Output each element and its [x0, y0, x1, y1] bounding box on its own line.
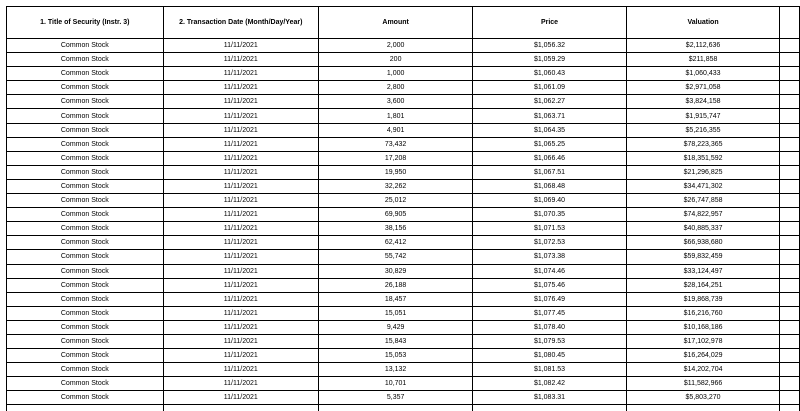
table-row	[7, 236, 800, 250]
cell-valuation: $1,915,747	[626, 109, 780, 123]
cell-valuation: $3,824,158	[626, 95, 780, 109]
table-row	[7, 250, 800, 264]
cell-price: $1,065.25	[473, 137, 626, 151]
cell-cut-off-column	[780, 53, 800, 67]
table-row	[7, 292, 800, 306]
table-row	[7, 151, 800, 165]
cell-price: $1,073.38	[473, 250, 626, 264]
table-row	[7, 81, 800, 95]
cell-transaction-date: 11/11/2021	[163, 39, 318, 53]
table-row	[7, 278, 800, 292]
cell-title-of-security: Common Stock	[7, 165, 164, 179]
cell-amount: 30,829	[318, 264, 472, 278]
cell-price: $1,070.35	[473, 208, 626, 222]
cell-transaction-date: 11/11/2021	[163, 151, 318, 165]
cell-cut-off-column	[780, 208, 800, 222]
cell-transaction-date: 11/11/2021	[163, 236, 318, 250]
table-row	[7, 39, 800, 53]
cell-price: $1,069.40	[473, 194, 626, 208]
cell-amount: 18,457	[318, 292, 472, 306]
cell-amount: 15,843	[318, 334, 472, 348]
cell-amount: 25,012	[318, 194, 472, 208]
cell-title-of-security: Common Stock	[7, 109, 164, 123]
cell-title-of-security: Common Stock	[7, 349, 164, 363]
cell-amount: 19,950	[318, 165, 472, 179]
cell-cut-off-column	[780, 137, 800, 151]
cell-valuation: $10,168,186	[626, 320, 780, 334]
cell-title-of-security: Common Stock	[7, 194, 164, 208]
table-header	[7, 7, 800, 39]
cell-transaction-date: 11/11/2021	[163, 123, 318, 137]
cell-transaction-date: 11/11/2021	[163, 109, 318, 123]
cell-amount: 1,801	[318, 109, 472, 123]
cell-title-of-security: Common Stock	[7, 264, 164, 278]
cell-price: $1,080.45	[473, 349, 626, 363]
cell-valuation: $211,858	[626, 53, 780, 67]
cell-transaction-date: 11/11/2021	[163, 179, 318, 193]
cell-title-of-security: Common Stock	[7, 95, 164, 109]
cell-cut-off-column	[780, 278, 800, 292]
header-amount: Amount	[318, 7, 472, 39]
cell-title-of-security: Common Stock	[7, 320, 164, 334]
cell-cut-off-column	[780, 363, 800, 377]
cell-price: $1,074.46	[473, 264, 626, 278]
cell-title-of-security: Common Stock	[7, 306, 164, 320]
cell-price: $1,082.42	[473, 377, 626, 391]
table-row	[7, 363, 800, 377]
cell-cut-off-column	[780, 95, 800, 109]
cell-valuation: $28,164,251	[626, 278, 780, 292]
cell-amount: 73,432	[318, 137, 472, 151]
cell-title-of-security: Common Stock	[7, 236, 164, 250]
cell-amount: 62,412	[318, 236, 472, 250]
cell-transaction-date: 11/11/2021	[163, 81, 318, 95]
table-row-partial	[7, 405, 800, 411]
cell-price: $1,068.48	[473, 179, 626, 193]
cell-cut-off-column	[780, 349, 800, 363]
cell-cut-off-column	[780, 151, 800, 165]
cell-price: $1,067.51	[473, 165, 626, 179]
cell-transaction-date: 11/11/2021	[163, 67, 318, 81]
cell-transaction-date: 11/11/2021	[163, 334, 318, 348]
cell-cut-off-column	[780, 109, 800, 123]
cell-cut-off-column	[780, 222, 800, 236]
header-transaction-date: 2. Transaction Date (Month/Day/Year)	[163, 7, 318, 39]
cell-cut-off-column	[780, 194, 800, 208]
cell-price: $1,062.27	[473, 95, 626, 109]
cell-cut-off-column	[780, 123, 800, 137]
table-row	[7, 53, 800, 67]
cell-title-of-security: Common Stock	[7, 179, 164, 193]
cell-transaction-date: 11/11/2021	[163, 349, 318, 363]
table-row	[7, 306, 800, 320]
cell-amount: 32,262	[318, 179, 472, 193]
cell-cut-off-column	[780, 264, 800, 278]
cell-amount: 55,742	[318, 250, 472, 264]
cell-title-of-security: Common Stock	[7, 208, 164, 222]
header-cut-off-column	[780, 7, 800, 39]
cell-valuation: $2,971,058	[626, 81, 780, 95]
cell-valuation: $19,868,739	[626, 292, 780, 306]
header-price: Price	[473, 7, 626, 39]
cell-transaction-date: 11/11/2021	[163, 165, 318, 179]
cell-title-of-security: Common Stock	[7, 363, 164, 377]
cell-cut-off-column	[780, 250, 800, 264]
cell-empty	[780, 405, 800, 411]
cell-empty	[163, 405, 318, 411]
cell-title-of-security: Common Stock	[7, 137, 164, 151]
table-row	[7, 208, 800, 222]
cell-price: $1,077.45	[473, 306, 626, 320]
cell-cut-off-column	[780, 165, 800, 179]
cell-price: $1,064.35	[473, 123, 626, 137]
cell-transaction-date: 11/11/2021	[163, 222, 318, 236]
cell-amount: 26,188	[318, 278, 472, 292]
cell-amount: 200	[318, 53, 472, 67]
cell-price: $1,079.53	[473, 334, 626, 348]
cell-title-of-security: Common Stock	[7, 278, 164, 292]
cell-amount: 9,429	[318, 320, 472, 334]
cell-amount: 15,053	[318, 349, 472, 363]
header-valuation: Valuation	[626, 7, 780, 39]
cell-amount: 15,051	[318, 306, 472, 320]
cell-cut-off-column	[780, 179, 800, 193]
table-row	[7, 264, 800, 278]
cell-transaction-date: 11/11/2021	[163, 377, 318, 391]
cell-empty	[318, 405, 472, 411]
cell-amount: 13,132	[318, 363, 472, 377]
table-row	[7, 194, 800, 208]
table-row	[7, 222, 800, 236]
table-row	[7, 349, 800, 363]
cell-transaction-date: 11/11/2021	[163, 391, 318, 405]
cell-transaction-date: 11/11/2021	[163, 264, 318, 278]
cell-amount: 2,800	[318, 81, 472, 95]
cell-cut-off-column	[780, 236, 800, 250]
cell-valuation: $21,296,825	[626, 165, 780, 179]
cell-amount: 69,905	[318, 208, 472, 222]
cell-cut-off-column	[780, 391, 800, 405]
cell-title-of-security: Common Stock	[7, 391, 164, 405]
cell-transaction-date: 11/11/2021	[163, 95, 318, 109]
table-row	[7, 165, 800, 179]
cell-transaction-date: 11/11/2021	[163, 137, 318, 151]
cell-amount: 17,208	[318, 151, 472, 165]
cell-amount: 4,901	[318, 123, 472, 137]
cell-cut-off-column	[780, 306, 800, 320]
cell-title-of-security: Common Stock	[7, 39, 164, 53]
cell-title-of-security: Common Stock	[7, 222, 164, 236]
cell-price: $1,083.31	[473, 391, 626, 405]
cell-title-of-security: Common Stock	[7, 123, 164, 137]
cell-amount: 5,357	[318, 391, 472, 405]
cell-title-of-security: Common Stock	[7, 81, 164, 95]
cell-transaction-date: 11/11/2021	[163, 278, 318, 292]
cell-valuation: $5,803,270	[626, 391, 780, 405]
cell-price: $1,061.09	[473, 81, 626, 95]
cell-amount: 1,000	[318, 67, 472, 81]
cell-price: $1,081.53	[473, 363, 626, 377]
cell-price: $1,076.49	[473, 292, 626, 306]
cell-price: $1,059.29	[473, 53, 626, 67]
cell-amount: 2,000	[318, 39, 472, 53]
cell-valuation: $59,832,459	[626, 250, 780, 264]
cell-valuation: $34,471,302	[626, 179, 780, 193]
cell-valuation: $1,060,433	[626, 67, 780, 81]
cell-valuation: $74,822,957	[626, 208, 780, 222]
cell-empty	[7, 405, 164, 411]
header-row	[7, 7, 800, 39]
table-row	[7, 179, 800, 193]
cell-price: $1,071.53	[473, 222, 626, 236]
cell-title-of-security: Common Stock	[7, 334, 164, 348]
table-body	[7, 39, 800, 411]
cell-valuation: $66,938,680	[626, 236, 780, 250]
table-row	[7, 123, 800, 137]
cell-transaction-date: 11/11/2021	[163, 292, 318, 306]
transactions-table	[6, 6, 800, 411]
cell-transaction-date: 11/11/2021	[163, 250, 318, 264]
cell-valuation: $78,223,365	[626, 137, 780, 151]
cell-price: $1,072.53	[473, 236, 626, 250]
cell-empty	[473, 405, 626, 411]
cell-transaction-date: 11/11/2021	[163, 53, 318, 67]
cell-valuation: $14,202,704	[626, 363, 780, 377]
cell-amount: 10,701	[318, 377, 472, 391]
cell-price: $1,075.46	[473, 278, 626, 292]
cell-title-of-security: Common Stock	[7, 377, 164, 391]
cell-valuation: $17,102,978	[626, 334, 780, 348]
cell-cut-off-column	[780, 320, 800, 334]
table-row	[7, 137, 800, 151]
cell-transaction-date: 11/11/2021	[163, 208, 318, 222]
cell-cut-off-column	[780, 377, 800, 391]
table-row	[7, 95, 800, 109]
cell-valuation: $11,582,966	[626, 377, 780, 391]
table-row	[7, 320, 800, 334]
cell-title-of-security: Common Stock	[7, 292, 164, 306]
table-row	[7, 377, 800, 391]
cell-price: $1,060.43	[473, 67, 626, 81]
cell-amount: 38,156	[318, 222, 472, 236]
cell-price: $1,078.40	[473, 320, 626, 334]
table-row	[7, 391, 800, 405]
cell-price: $1,056.32	[473, 39, 626, 53]
cell-cut-off-column	[780, 292, 800, 306]
cell-valuation: $26,747,858	[626, 194, 780, 208]
cell-valuation: $40,885,337	[626, 222, 780, 236]
cell-valuation: $33,124,497	[626, 264, 780, 278]
table-row	[7, 67, 800, 81]
cell-title-of-security: Common Stock	[7, 151, 164, 165]
cell-valuation: $18,351,592	[626, 151, 780, 165]
cell-price: $1,066.46	[473, 151, 626, 165]
cell-valuation: $2,112,636	[626, 39, 780, 53]
cell-empty	[626, 405, 780, 411]
cell-title-of-security: Common Stock	[7, 250, 164, 264]
cell-amount: 3,600	[318, 95, 472, 109]
cell-valuation: $16,216,760	[626, 306, 780, 320]
table-row	[7, 109, 800, 123]
header-title-of-security: 1. Title of Security (Instr. 3)	[7, 7, 164, 39]
cell-transaction-date: 11/11/2021	[163, 363, 318, 377]
cell-valuation: $5,216,355	[626, 123, 780, 137]
cell-cut-off-column	[780, 39, 800, 53]
cell-cut-off-column	[780, 67, 800, 81]
cell-valuation: $16,264,029	[626, 349, 780, 363]
cell-transaction-date: 11/11/2021	[163, 194, 318, 208]
cell-title-of-security: Common Stock	[7, 67, 164, 81]
table-row	[7, 334, 800, 348]
cell-transaction-date: 11/11/2021	[163, 306, 318, 320]
cell-transaction-date: 11/11/2021	[163, 320, 318, 334]
cell-cut-off-column	[780, 81, 800, 95]
cell-cut-off-column	[780, 334, 800, 348]
cell-price: $1,063.71	[473, 109, 626, 123]
cell-title-of-security: Common Stock	[7, 53, 164, 67]
